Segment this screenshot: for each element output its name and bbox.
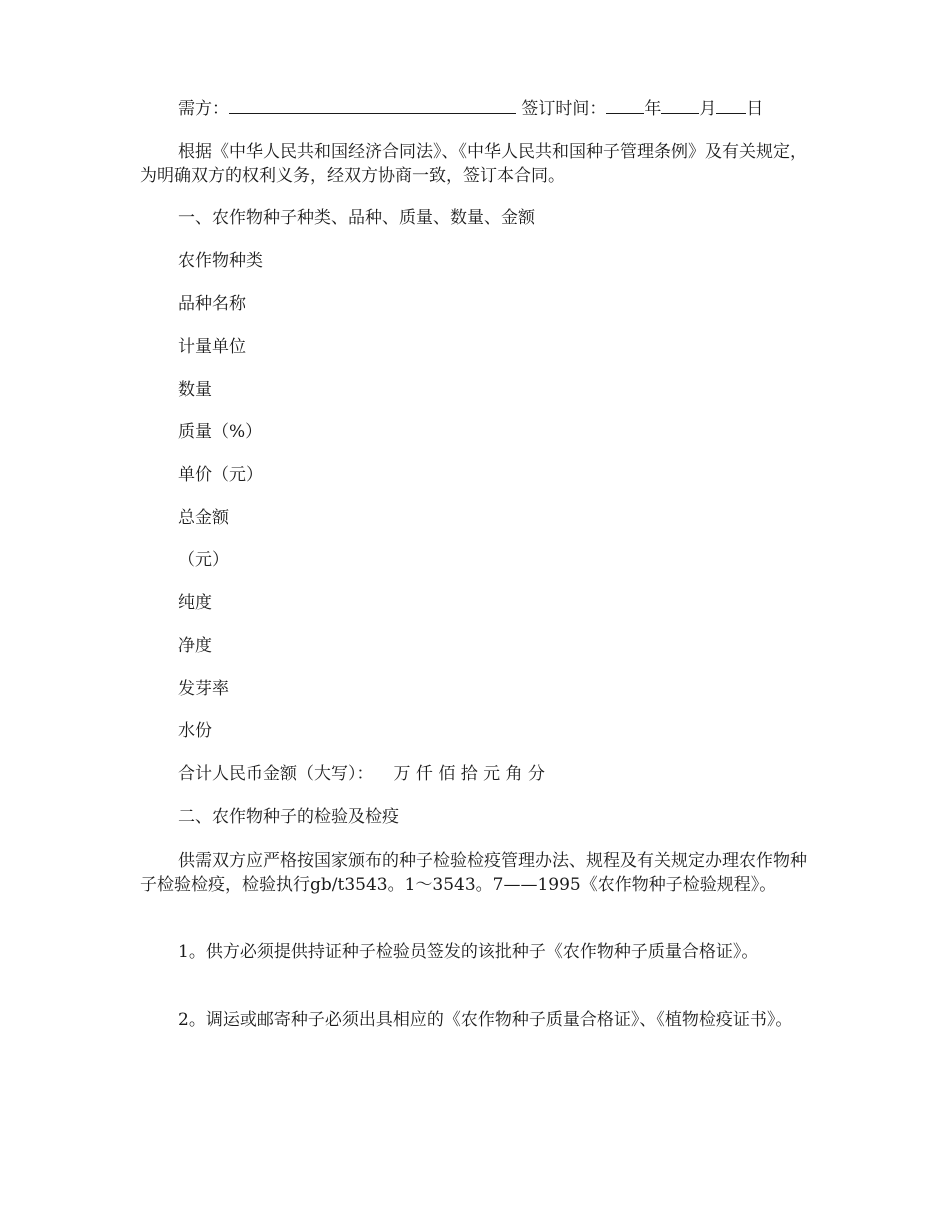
day-label: 日: [746, 99, 764, 119]
intro-paragraph: 根据《中华人民共和国经济合同法》、《中华人民共和国种子管理条例》及有关规定，为明确双方的权利义务，经双方协商一致，签订本合同。: [140, 142, 807, 186]
demander-label: 需方：: [178, 99, 229, 119]
year-label: 年: [644, 99, 662, 119]
section1-title: 一、农作物种子种类、品种、质量、数量、金额: [178, 208, 535, 228]
unit-qian: 仟: [415, 764, 433, 784]
field-purity: 纯度: [178, 593, 212, 613]
field-germination-rate: 发芽率: [178, 679, 229, 699]
unit-yuan: 元: [483, 764, 501, 784]
unit-jiao: 角: [505, 764, 523, 784]
month-label: 月: [699, 99, 717, 119]
demander-blank: [229, 97, 516, 114]
field-quality: 质量（%）: [178, 422, 263, 442]
year-blank: [606, 97, 644, 114]
field-crop-type: 农作物种类: [178, 251, 263, 271]
unit-shi: 拾: [460, 764, 478, 784]
unit-fen: 分: [527, 764, 545, 784]
clause-item-2: 2。调运或邮寄种子必须出具相应的《农作物种子质量合格证》、《植物检疫证书》。: [178, 1010, 793, 1030]
section2-title: 二、农作物种子的检验及检疫: [178, 807, 399, 827]
field-total-amount-unit: （元）: [178, 550, 229, 570]
field-variety-name: 品种名称: [178, 294, 246, 314]
field-unit-price: 单价（元）: [178, 465, 263, 485]
total-rmb-label: 合计人民币金额（大写）：: [178, 764, 374, 784]
clause-item-1: 1。供方必须提供持证种子检验员签发的该批种子《农作物种子质量合格证》。: [178, 942, 759, 962]
field-total-amount: 总金额: [178, 508, 229, 528]
day-blank: [716, 97, 746, 114]
field-unit: 计量单位: [178, 337, 246, 357]
total-rmb-line: [178, 763, 545, 785]
inspection-paragraph: 供需双方应严格按国家颁布的种子检验检疫管理办法、规程及有关规定办理农作物种子检验检疫，检验执行gb/t3543。1～3543。7——1995《农作物种子检验规程》。: [140, 851, 807, 895]
unit-wan: 万: [393, 764, 411, 784]
field-moisture: 水份: [178, 721, 212, 741]
unit-bai: 佰: [438, 764, 456, 784]
field-cleanliness: 净度: [178, 636, 212, 656]
month-blank: [661, 97, 699, 114]
field-quantity: 数量: [178, 380, 212, 400]
header-line: [178, 97, 763, 120]
sign-date-label: 签订时间：: [521, 99, 607, 119]
